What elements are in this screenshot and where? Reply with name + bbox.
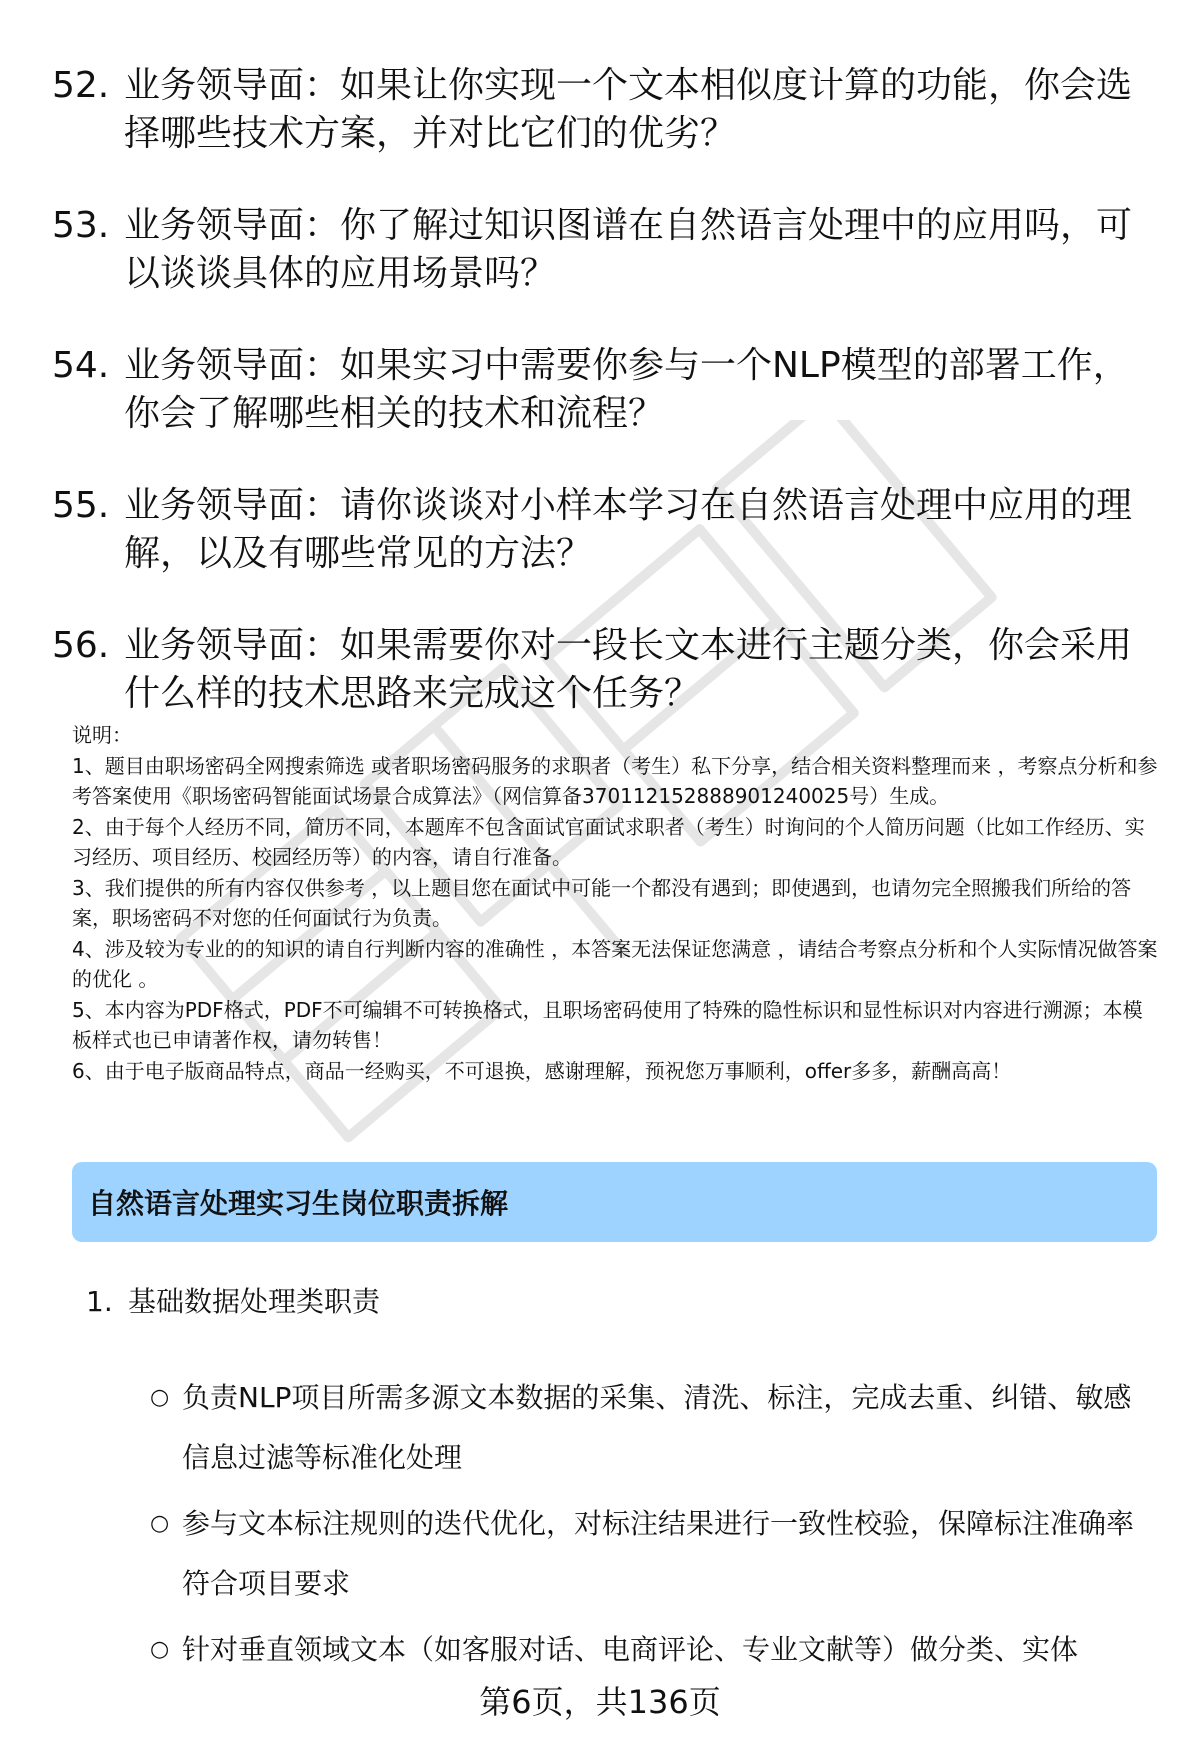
note-item: 6、由于电子版商品特点，商品一经购买，不可退换，感谢理解，预祝您万事顺利，offer多多，薪酬高高！ xyxy=(72,1058,1012,1083)
question-number: 53. xyxy=(52,205,110,246)
question-text: 业务领导面：如果实习中需要你参与一个NLP模型的部署工作，你会了解哪些相关的技术和流程？ xyxy=(124,345,1129,434)
responsibility-list xyxy=(150,1368,1150,1686)
sub-heading xyxy=(86,1282,380,1322)
note-item: 4、涉及较为专业的的知识的请自行判断内容的准确性 ，本答案无法保证您满意 ，请结合考察点分析和个人实际情况做答案的优化 。 xyxy=(72,936,1158,991)
circle-bullet-icon: ○ xyxy=(150,1637,170,1662)
question-item xyxy=(52,62,1142,158)
sub-heading-text: 基础数据处理类职责 xyxy=(128,1285,381,1318)
question-text: 业务领导面：你了解过知识图谱在自然语言处理中的应用吗，可以谈谈具体的应用场景吗？ xyxy=(124,205,1133,294)
question-text: 业务领导面：如果让你实现一个文本相似度计算的功能，你会选择哪些技术方案，并对比它们的优劣？ xyxy=(124,65,1133,154)
question-number: 56. xyxy=(52,625,110,666)
sub-heading-number: 1. xyxy=(86,1285,113,1318)
list-item xyxy=(150,1620,1150,1680)
list-item-text: 负责NLP项目所需多源文本数据的采集、清洗、标注，完成去重、纠错、敏感信息过滤等标准化处理 xyxy=(182,1381,1132,1474)
question-text: 业务领导面：请你谈谈对小样本学习在自然语言处理中应用的理解，以及有哪些常见的方法？ xyxy=(124,485,1133,574)
question-number: 55. xyxy=(52,485,110,526)
question-item xyxy=(52,482,1142,578)
question-number: 54. xyxy=(52,345,110,386)
circle-bullet-icon: ○ xyxy=(150,1511,170,1536)
note-item: 1、题目由职场密码全网搜索筛选 或者职场密码服务的求职者（考生）私下分享，结合相关资料整理而来 ，考察点分析和参考答案使用《职场密码智能面试场景合成算法》（网信算备370112152888901240025号）生成。 xyxy=(72,753,1158,808)
note-item: 2、由于每个人经历不同，简历不同，本题库不包含面试官面试求职者（考生）时询问的个人简历问题（比如工作经历、实习经历、项目经历、校园经历等）的内容，请自行准备。 xyxy=(72,814,1145,869)
note-item: 3、我们提供的所有内容仅供参考 ，以上题目您在面试中可能一个都没有遇到；即使遇到，也请勿完全照搬我们所给的答案，职场密码不对您的任何面试行为负责。 xyxy=(72,875,1132,930)
question-number: 52. xyxy=(52,65,110,106)
page-number: 第6页，共136页 xyxy=(479,1683,721,1721)
notes-title: 说明： xyxy=(72,723,132,747)
list-item xyxy=(150,1368,1150,1488)
question-item xyxy=(52,622,1142,718)
section-title: 自然语言处理实习生岗位职责拆解 xyxy=(88,1187,509,1220)
list-item-text: 参与文本标注规则的迭代优化，对标注结果进行一致性校验，保障标注准确率符合项目要求 xyxy=(182,1507,1135,1600)
question-item xyxy=(52,202,1142,298)
circle-bullet-icon: ○ xyxy=(150,1385,170,1410)
list-item xyxy=(150,1494,1150,1614)
section-header xyxy=(72,1162,1157,1242)
question-text: 业务领导面：如果需要你对一段长文本进行主题分类，你会采用什么样的技术思路来完成这个任务？ xyxy=(124,625,1133,714)
question-list xyxy=(52,62,1142,718)
note-item: 5、本内容为PDF格式，PDF不可编辑不可转换格式，且职场密码使用了特殊的隐性标识和显性标识对内容进行溯源；本模板样式也已申请著作权，请勿转售！ xyxy=(72,997,1143,1052)
list-item-text: 针对垂直领域文本（如客服对话、电商评论、专业文献等）做分类、实体 xyxy=(182,1633,1079,1666)
notes-block xyxy=(72,720,1162,1086)
question-item xyxy=(52,342,1142,438)
